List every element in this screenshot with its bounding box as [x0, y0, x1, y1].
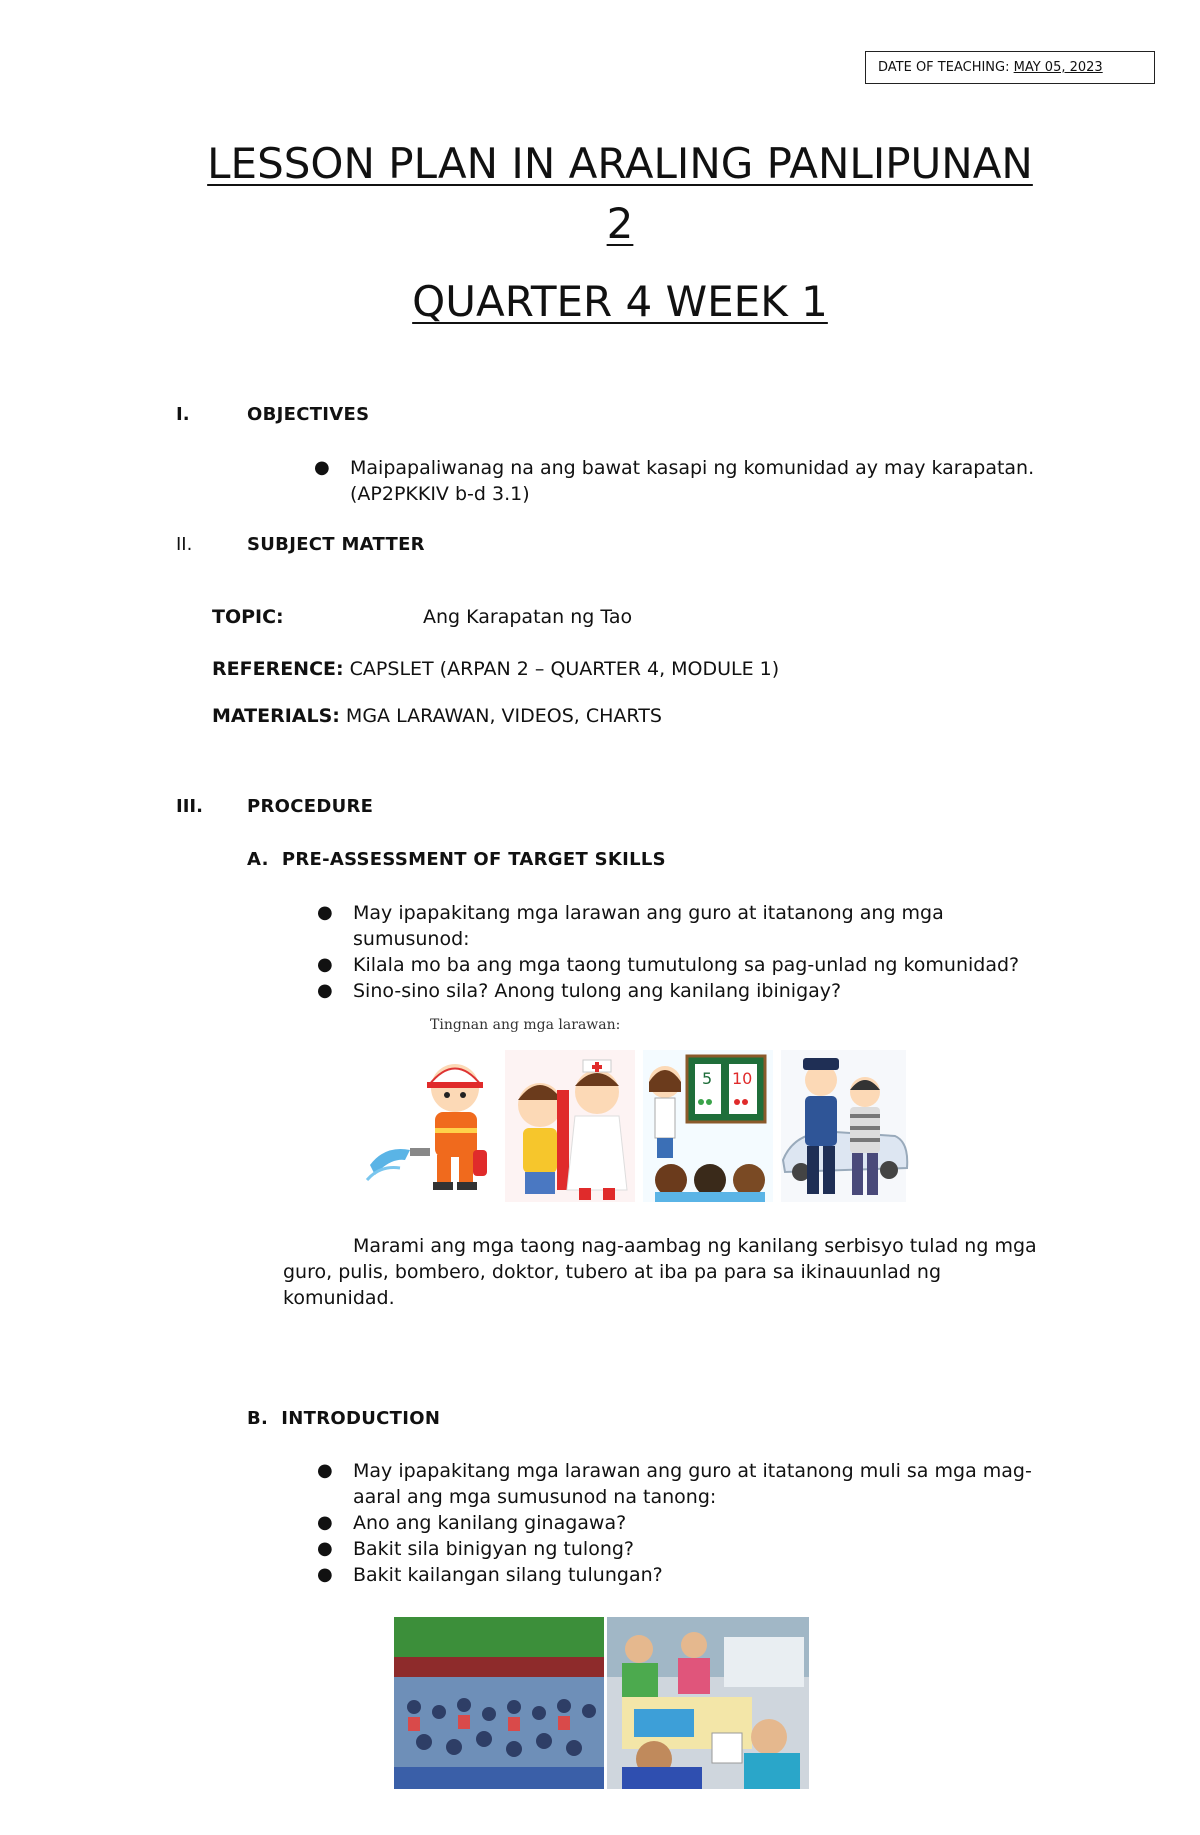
introduction-heading: B. INTRODUCTION: [247, 1408, 441, 1429]
reference-value: CAPSLET (ARPAN 2 – QUARTER 4, MODULE 1): [349, 658, 780, 680]
bullet-icon: ●: [314, 457, 330, 478]
date-label: DATE OF TEACHING:: [878, 60, 1010, 75]
police-illustration: [781, 1050, 907, 1202]
list-item: ● May ipapakitang mga larawan ang guro at itatanong muli sa mga mag- aaral ang mga sumusunod na tanong:: [317, 1460, 1032, 1508]
svg-text:10: 10: [732, 1069, 753, 1088]
subject-matter-number: II.: [176, 534, 193, 555]
teacher-illustration: [643, 1050, 773, 1202]
donation-photo: [607, 1617, 809, 1789]
title-line-3: QUARTER 4 WEEK 1: [412, 277, 828, 326]
list-item: ● Bakit kailangan silang tulungan?: [317, 1564, 663, 1586]
objectives-number: I.: [176, 404, 190, 425]
materials-label: MATERIALS:: [212, 705, 340, 727]
introduction-list: [317, 1458, 1133, 1588]
pre-assessment-heading: A. PRE-ASSESSMENT OF TARGET SKILLS: [247, 849, 666, 870]
crowd-photo: [394, 1617, 604, 1789]
bullet-icon: ●: [317, 902, 333, 923]
title-line-2: 2: [606, 199, 634, 248]
list-item: ● May ipapakitang mga larawan ang guro at itatanong ang mga sumusunod:: [317, 902, 944, 950]
relief-photos: [394, 1617, 809, 1789]
bullet-icon: ●: [317, 1538, 333, 1559]
list-item: ● Kilala mo ba ang mga taong tumutulong sa pag-unlad ng komunidad?: [317, 954, 1020, 976]
procedure-number: III.: [176, 796, 203, 817]
community-helpers-illustration: [365, 1050, 910, 1205]
materials-row: [212, 703, 662, 729]
list-item: ● Sino-sino sila? Anong tulong ang kanilang ibinigay?: [317, 980, 842, 1002]
bullet-icon: ●: [317, 1564, 333, 1585]
materials-value: MGA LARAWAN, VIDEOS, CHARTS: [345, 705, 662, 727]
firefighter-illustration: [367, 1064, 487, 1190]
image-caption: Tingnan ang mga larawan:: [430, 1017, 621, 1033]
list-item: ● Bakit sila binigyan ng tulong?: [317, 1538, 635, 1560]
nurse-illustration: [505, 1050, 635, 1202]
list-item: ● Ano ang kanilang ginagawa?: [317, 1512, 627, 1534]
title-line-1: LESSON PLAN IN ARALING PANLIPUNAN: [207, 139, 1033, 188]
date-value: MAY 05, 2023: [1013, 60, 1103, 75]
objectives-list: [314, 455, 1130, 507]
helpers-paragraph: Marami ang mga taong nag-aambag ng kanilang serbisyo tulad ng mga guro, pulis, bombero, doktor, tubero at iba pa para sa ikinauunlad ng komunidad.: [283, 1235, 1037, 1309]
reference-label: REFERENCE:: [212, 658, 344, 680]
reference-row: [212, 656, 779, 682]
svg-text:5: 5: [702, 1069, 713, 1088]
bullet-icon: ●: [317, 954, 333, 975]
topic-value: Ang Karapatan ng Tao: [423, 606, 633, 628]
topic-label: TOPIC:: [212, 606, 284, 628]
bullet-icon: ●: [317, 1460, 333, 1481]
objectives-heading: OBJECTIVES: [247, 404, 370, 425]
list-item: ● Maipapaliwanag na ang bawat kasapi ng komunidad ay may karapatan. (AP2PKKIV b-d 3.1): [314, 457, 1035, 505]
bullet-icon: ●: [317, 980, 333, 1001]
procedure-heading: PROCEDURE: [247, 796, 374, 817]
pre-assessment-list: [317, 900, 1133, 1004]
bullet-icon: ●: [317, 1512, 333, 1533]
date-of-teaching-box: [865, 51, 1155, 84]
subject-matter-heading: SUBJECT MATTER: [247, 534, 425, 555]
